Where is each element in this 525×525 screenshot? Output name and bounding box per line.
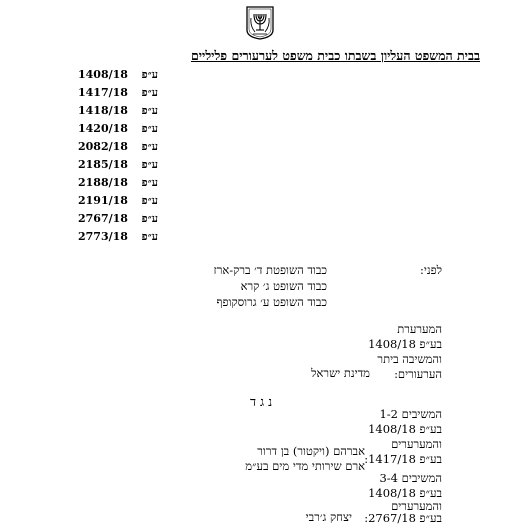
appellant-role-line-1: המערערת bbox=[397, 322, 442, 336]
respondents-3-4-line-2: בע״פ 1408/18 bbox=[368, 486, 442, 500]
case-item bbox=[78, 121, 158, 136]
state-emblem-icon bbox=[245, 6, 275, 40]
case-item bbox=[78, 193, 158, 208]
case-number: 2188/18 bbox=[78, 176, 128, 189]
case-number: 2082/18 bbox=[78, 140, 128, 153]
respondent-name-2: ארם שירותי מדי מים בע״מ bbox=[245, 459, 365, 473]
case-prefix: ע״פ bbox=[141, 86, 158, 99]
case-prefix: ע״פ bbox=[141, 122, 158, 135]
respondent-name-3-4: יצחק ג׳רבי bbox=[305, 510, 352, 524]
case-number: 1420/18 bbox=[78, 122, 128, 135]
case-item bbox=[78, 211, 158, 226]
case-item bbox=[78, 103, 158, 118]
judge-3: כבוד השופט ע׳ גרוסקופף bbox=[216, 295, 327, 309]
respondents-1-2-line-3: והמערערים bbox=[391, 437, 442, 451]
case-number: 2773/18 bbox=[78, 230, 128, 243]
case-prefix: ע״פ bbox=[141, 68, 158, 81]
case-prefix: ע״פ bbox=[141, 158, 158, 171]
case-item bbox=[78, 139, 158, 154]
case-number: 2191/18 bbox=[78, 194, 128, 207]
appellant-role-line-2: בע״פ 1408/18 bbox=[368, 337, 442, 351]
case-number: 1417/18 bbox=[78, 86, 128, 99]
case-number: 2767/18 bbox=[78, 212, 128, 225]
judge-1: כבוד השופטת ד׳ ברק-ארז bbox=[213, 263, 327, 277]
court-title: בבית המשפט העליון בשבתו כבית משפט לערעורים פליליים bbox=[190, 48, 480, 63]
case-item bbox=[78, 157, 158, 172]
respondents-1-2-line-1: המשיבים 1-2 bbox=[379, 407, 442, 421]
case-item bbox=[78, 67, 158, 82]
case-prefix: ע״פ bbox=[141, 230, 158, 243]
case-item bbox=[78, 229, 158, 244]
appellant-role-line-4: הערעורים: bbox=[394, 367, 442, 381]
respondents-1-2-line-2: בע״פ 1408/18 bbox=[368, 422, 442, 436]
appellant-name: מדינת ישראל bbox=[311, 366, 370, 380]
case-prefix: ע״פ bbox=[141, 176, 158, 189]
versus: נ ג ד bbox=[250, 394, 273, 409]
case-number: 1408/18 bbox=[78, 68, 128, 81]
respondents-3-4-line-3: והמערערים bbox=[391, 499, 442, 513]
case-number: 1418/18 bbox=[78, 104, 128, 117]
respondents-3-4-line-1: המשיבים 3-4 bbox=[379, 471, 442, 485]
case-prefix: ע״פ bbox=[141, 104, 158, 117]
case-number: 2185/18 bbox=[78, 158, 128, 171]
case-item bbox=[78, 85, 158, 100]
case-prefix: ע״פ bbox=[141, 140, 158, 153]
case-prefix: ע״פ bbox=[141, 212, 158, 225]
judge-2: כבוד השופט ג׳ קרא bbox=[240, 279, 327, 293]
case-prefix: ע״פ bbox=[141, 194, 158, 207]
respondents-3-4-line-4: בע״פ 2767/18: bbox=[364, 511, 442, 525]
case-item bbox=[78, 175, 158, 190]
appellant-role-line-3: והמשיבה ביתר bbox=[377, 352, 442, 366]
respondents-1-2-line-4: בע״פ 1417/18: bbox=[364, 452, 442, 466]
bench-label: לפני: bbox=[419, 263, 442, 277]
respondent-name-1: אברהם (ויקטור) בן דרור bbox=[257, 444, 365, 458]
